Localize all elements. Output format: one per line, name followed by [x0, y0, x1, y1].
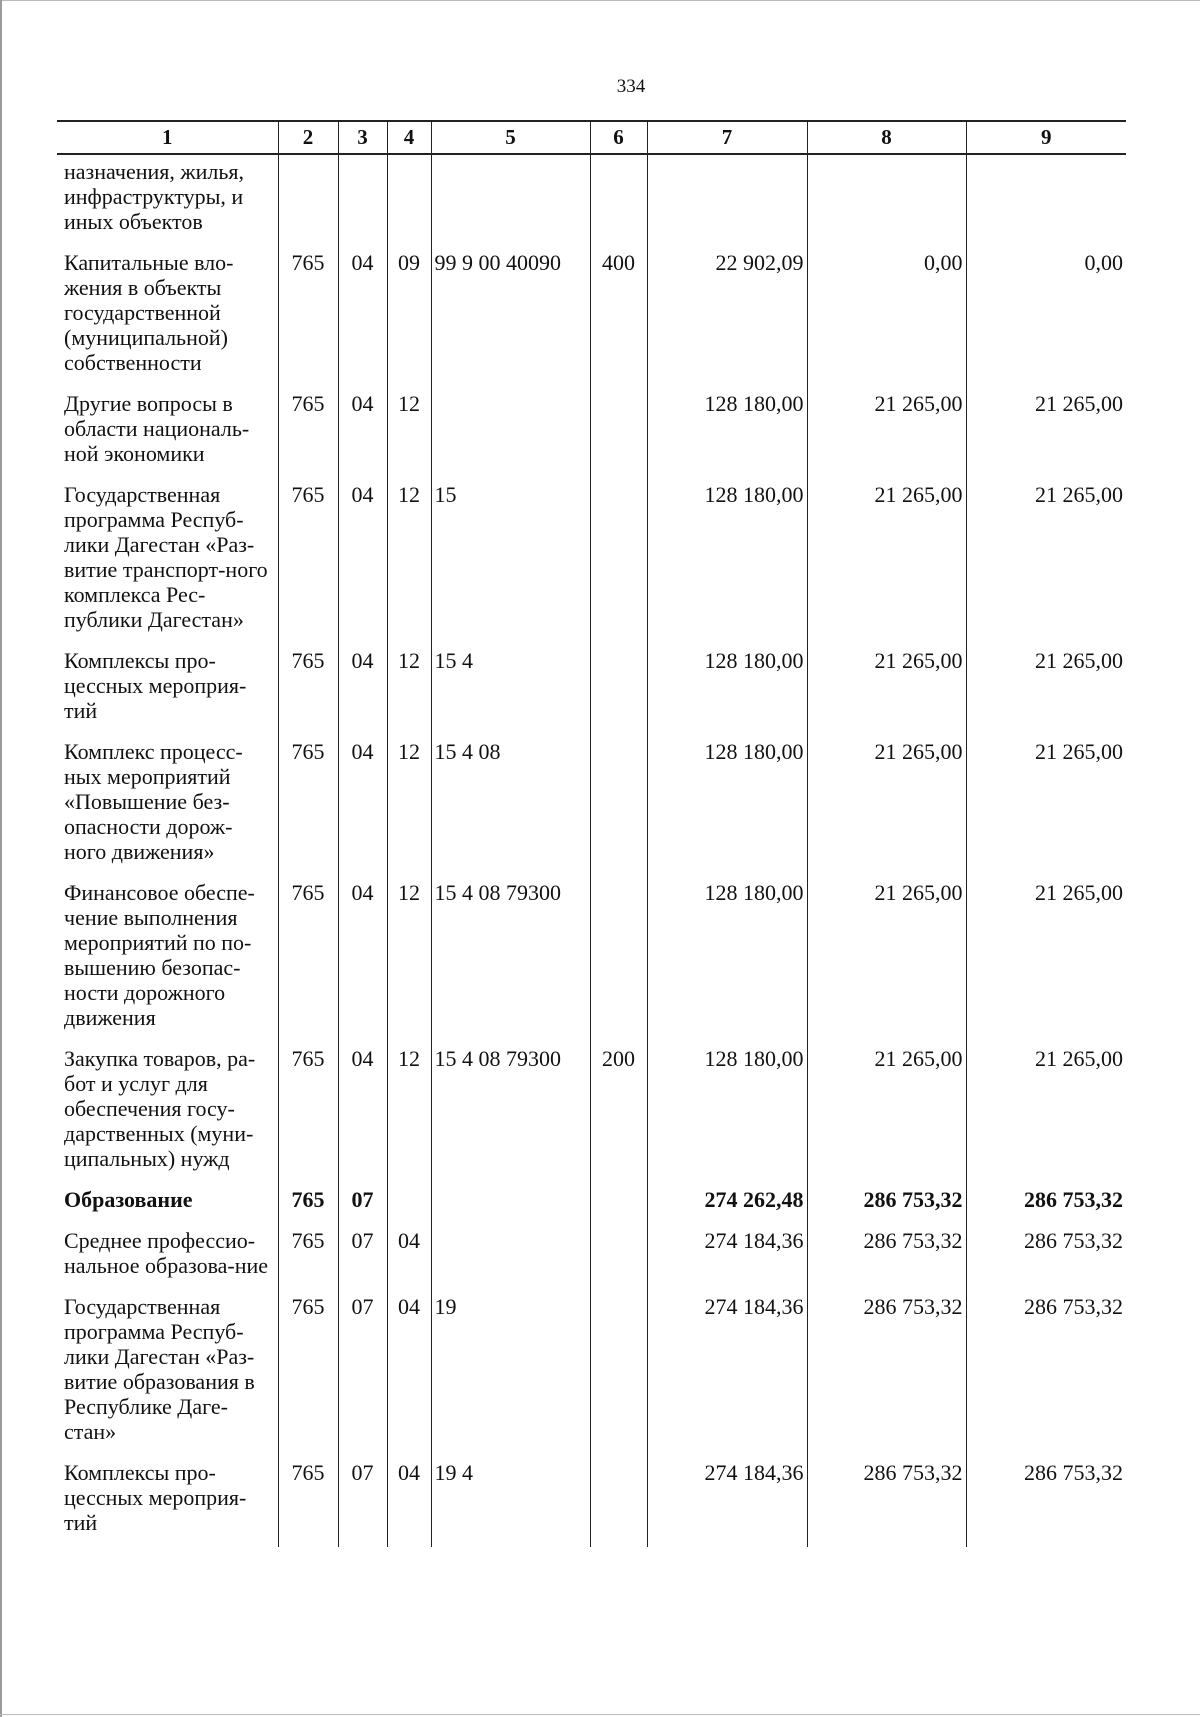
- amount-col9-cell: 286 753,32: [966, 1456, 1126, 1547]
- target-article-cell: [431, 154, 590, 246]
- amount-col9-cell: 21 265,00: [966, 387, 1126, 478]
- target-article-cell: 15 4 08 79300: [431, 876, 590, 1042]
- amount-col8-cell: 0,00: [807, 246, 966, 387]
- section-code-cell: [338, 154, 387, 246]
- amount-col8-cell: 21 265,00: [807, 644, 966, 735]
- item-name-cell: Образование: [64, 1187, 193, 1212]
- column-header: 2: [278, 121, 338, 154]
- column-header: 8: [807, 121, 966, 154]
- target-article-cell: [431, 1224, 590, 1290]
- expense-type-cell: [590, 735, 647, 876]
- target-article-cell: 99 9 00 40090: [431, 246, 590, 387]
- section-code-cell: 04: [338, 478, 387, 644]
- table-row-section-total: [57, 1183, 1126, 1224]
- section-code-cell: 07: [338, 1290, 387, 1456]
- target-article-cell: 19: [431, 1290, 590, 1456]
- target-article-cell: 15 4 08: [431, 735, 590, 876]
- subsection-code-cell: 09: [387, 246, 431, 387]
- item-name-cell: Другие вопросы в области националь-ной экономики: [64, 391, 250, 466]
- admin-code-cell: 765: [278, 1042, 338, 1183]
- amount-col9-cell: 286 753,32: [966, 1183, 1126, 1224]
- table-row: [57, 644, 1126, 735]
- amount-col9-cell: 21 265,00: [966, 735, 1126, 876]
- amount-col8-cell: 286 753,32: [807, 1224, 966, 1290]
- target-article-cell: 15: [431, 478, 590, 644]
- scan-edge-top: [0, 0, 1200, 1]
- subsection-code-cell: 12: [387, 644, 431, 735]
- item-name-cell: назначения, жилья, инфраструктуры, и иных объектов: [64, 159, 244, 234]
- section-code-cell: 07: [338, 1224, 387, 1290]
- table-row: [57, 1042, 1126, 1183]
- subsection-code-cell: 12: [387, 478, 431, 644]
- admin-code-cell: 765: [278, 387, 338, 478]
- item-name-cell: Капитальные вло-жения в объекты государственной (муниципальной) собственности: [64, 250, 234, 375]
- amount-col7-cell: 22 902,09: [647, 246, 807, 387]
- column-header: 9: [966, 121, 1126, 154]
- amount-col7-cell: 128 180,00: [647, 478, 807, 644]
- table-row: [57, 1456, 1126, 1547]
- expense-type-cell: [590, 644, 647, 735]
- table-row: [57, 1290, 1126, 1456]
- amount-col8-cell: 21 265,00: [807, 735, 966, 876]
- subsection-code-cell: 04: [387, 1456, 431, 1547]
- header-row: [57, 121, 1126, 154]
- admin-code-cell: 765: [278, 644, 338, 735]
- expense-type-cell: 200: [590, 1042, 647, 1183]
- amount-col8-cell: 286 753,32: [807, 1456, 966, 1547]
- table-row: [57, 735, 1126, 876]
- admin-code-cell: 765: [278, 1290, 338, 1456]
- amount-col8-cell: 21 265,00: [807, 478, 966, 644]
- expense-type-cell: 400: [590, 246, 647, 387]
- target-article-cell: [431, 1183, 590, 1224]
- amount-col9-cell: [966, 154, 1126, 246]
- amount-col7-cell: 128 180,00: [647, 876, 807, 1042]
- section-code-cell: 07: [338, 1183, 387, 1224]
- subsection-code-cell: 12: [387, 735, 431, 876]
- expense-type-cell: [590, 478, 647, 644]
- amount-col7-cell: 274 184,36: [647, 1290, 807, 1456]
- amount-col7-cell: 274 184,36: [647, 1224, 807, 1290]
- amount-col9-cell: 21 265,00: [966, 644, 1126, 735]
- expense-type-cell: [590, 1456, 647, 1547]
- amount-col7-cell: 274 184,36: [647, 1456, 807, 1547]
- amount-col8-cell: [807, 154, 966, 246]
- table-row: [57, 154, 1126, 246]
- expense-type-cell: [590, 154, 647, 246]
- amount-col7-cell: 128 180,00: [647, 644, 807, 735]
- column-header: 3: [338, 121, 387, 154]
- admin-code-cell: 765: [278, 1456, 338, 1547]
- scan-edge-left: [0, 0, 2, 1717]
- item-name-cell: Комплекс процесс-ных мероприятий «Повышение без-опасности дорож-ного движения»: [64, 739, 243, 864]
- subsection-code-cell: 12: [387, 387, 431, 478]
- amount-col9-cell: 21 265,00: [966, 478, 1126, 644]
- admin-code-cell: 765: [278, 735, 338, 876]
- amount-col8-cell: 21 265,00: [807, 876, 966, 1042]
- admin-code-cell: 765: [278, 478, 338, 644]
- amount-col9-cell: 286 753,32: [966, 1290, 1126, 1456]
- item-name-cell: Закупка товаров, ра-бот и услуг для обеспечения госу-дарственных (муни-ципальных) нужд: [64, 1046, 256, 1171]
- amount-col9-cell: 21 265,00: [966, 1042, 1126, 1183]
- section-code-cell: 04: [338, 876, 387, 1042]
- table-row: [57, 246, 1126, 387]
- item-name-cell: Финансовое обеспе-чение выполнения мероприятий по по-вышению безопас-ности дорожного движения: [64, 880, 255, 1030]
- column-header: 5: [431, 121, 590, 154]
- amount-col8-cell: 21 265,00: [807, 1042, 966, 1183]
- amount-col9-cell: 0,00: [966, 246, 1126, 387]
- table-row: [57, 387, 1126, 478]
- subsection-code-cell: 12: [387, 1042, 431, 1183]
- subsection-code-cell: [387, 154, 431, 246]
- item-name-cell: Государственная программа Респуб-лики Дагестан «Раз-витие транспорт-ного комплекса Рес-публики Дагестан»: [64, 482, 268, 632]
- expense-type-cell: [590, 1183, 647, 1224]
- item-name-cell: Комплексы про-цессных мероприя-тий: [64, 648, 247, 723]
- section-code-cell: 04: [338, 246, 387, 387]
- subsection-code-cell: 12: [387, 876, 431, 1042]
- expense-type-cell: [590, 1224, 647, 1290]
- target-article-cell: 15 4: [431, 644, 590, 735]
- admin-code-cell: 765: [278, 246, 338, 387]
- amount-col7-cell: 128 180,00: [647, 735, 807, 876]
- amount-col9-cell: 286 753,32: [966, 1224, 1126, 1290]
- subsection-code-cell: 04: [387, 1290, 431, 1456]
- target-article-cell: 15 4 08 79300: [431, 1042, 590, 1183]
- page-number: 334: [616, 76, 646, 97]
- item-name-cell: Среднее профессио-нальное образова-ние: [64, 1228, 269, 1278]
- section-code-cell: 04: [338, 644, 387, 735]
- item-name-cell: Комплексы про-цессных мероприя-тий: [64, 1460, 247, 1535]
- target-article-cell: [431, 387, 590, 478]
- column-header: 4: [387, 121, 431, 154]
- table-row: [57, 876, 1126, 1042]
- section-code-cell: 04: [338, 735, 387, 876]
- amount-col7-cell: [647, 154, 807, 246]
- amount-col7-cell: 128 180,00: [647, 1042, 807, 1183]
- admin-code-cell: [278, 154, 338, 246]
- table-row: [57, 1224, 1126, 1290]
- expense-type-cell: [590, 876, 647, 1042]
- admin-code-cell: 765: [278, 1224, 338, 1290]
- column-header: 1: [57, 121, 278, 154]
- amount-col8-cell: 21 265,00: [807, 387, 966, 478]
- column-header: 7: [647, 121, 807, 154]
- amount-col7-cell: 128 180,00: [647, 387, 807, 478]
- item-name-cell: Государственная программа Респуб-лики Дагестан «Раз-витие образования в Республике Даге-стан»: [64, 1294, 255, 1444]
- subsection-code-cell: [387, 1183, 431, 1224]
- scan-edge-bottom: [0, 1714, 1200, 1715]
- section-code-cell: 04: [338, 387, 387, 478]
- section-code-cell: 07: [338, 1456, 387, 1547]
- admin-code-cell: 765: [278, 876, 338, 1042]
- expense-type-cell: [590, 1290, 647, 1456]
- column-header: 6: [590, 121, 647, 154]
- expense-type-cell: [590, 387, 647, 478]
- section-code-cell: 04: [338, 1042, 387, 1183]
- subsection-code-cell: 04: [387, 1224, 431, 1290]
- budget-table: [57, 120, 1126, 1547]
- table-row: [57, 478, 1126, 644]
- amount-col7-cell: 274 262,48: [647, 1183, 807, 1224]
- amount-col8-cell: 286 753,32: [807, 1183, 966, 1224]
- amount-col8-cell: 286 753,32: [807, 1290, 966, 1456]
- amount-col9-cell: 21 265,00: [966, 876, 1126, 1042]
- admin-code-cell: 765: [278, 1183, 338, 1224]
- target-article-cell: 19 4: [431, 1456, 590, 1547]
